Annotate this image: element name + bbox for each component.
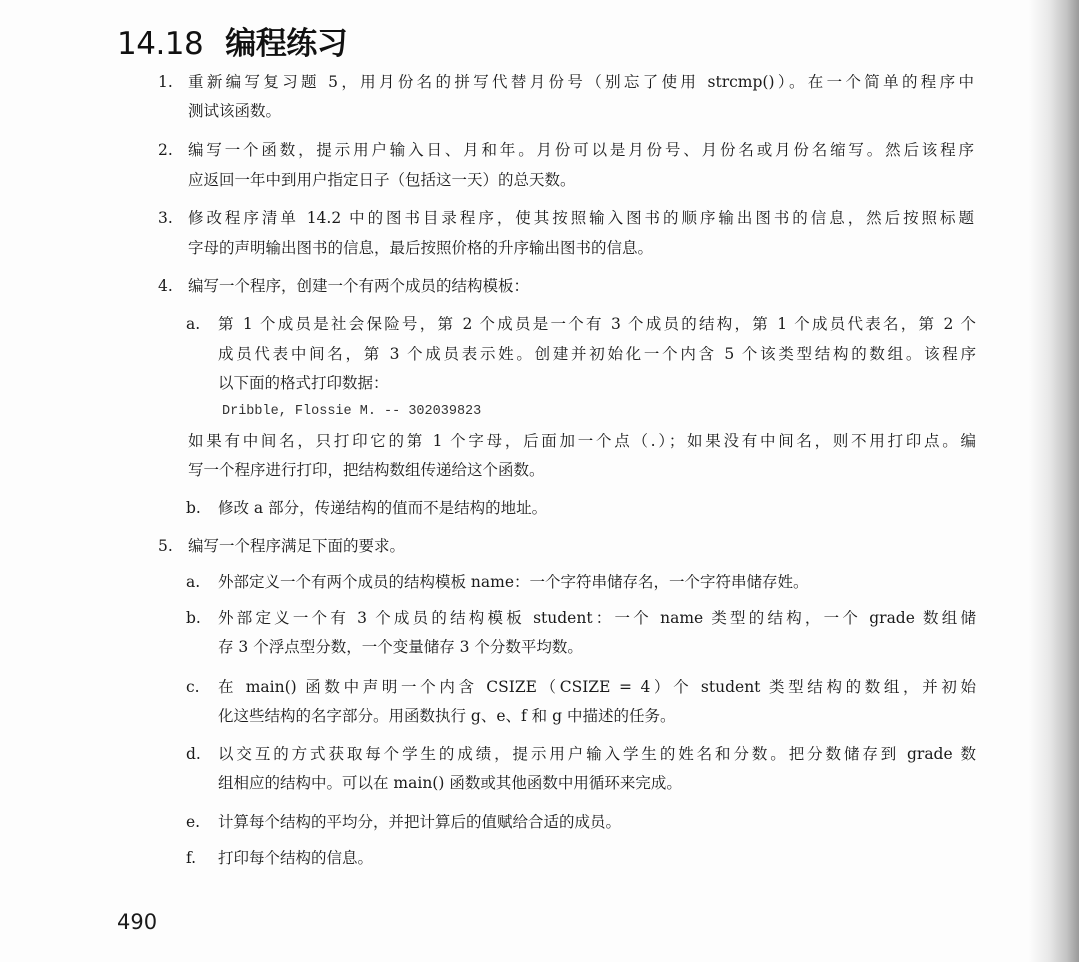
subitem-marker: a. [186, 573, 201, 591]
subitem-marker: e. [186, 813, 201, 831]
subitem-line: 以下面的格式打印数据： [218, 374, 389, 392]
item-line: 编写一个程序满足下面的要求。 [188, 537, 406, 555]
subitem-marker: f. [186, 849, 197, 867]
subitem-marker: a. [186, 315, 201, 333]
item-marker: 2. [158, 141, 173, 159]
subitem-line: 存 3 个浮点型分数，一个变量储存 3 个分数平均数。 [218, 638, 583, 656]
subitem-line: 写一个程序进行打印，把结构数组传递给这个函数。 [188, 461, 545, 479]
subitem-line: 外部定义一个有 3 个成员的结构模板 student：一个 name 类型的结构，一个 grade 数组储 [218, 609, 976, 627]
item-line: 编写一个函数，提示用户输入日、月和年。月份可以是月份号、月份名或月份名缩写。然后该程序 [188, 141, 974, 159]
subitem-line: 如果有中间名，只打印它的第 1 个字母，后面加一个点（.）；如果没有中间名，则不用打印点。编 [188, 432, 976, 450]
subitem-line: 在 main() 函数中声明一个内含 CSIZE（CSIZE = 4）个 student 类型结构的数组，并初始 [218, 678, 976, 696]
item-marker: 1. [158, 73, 173, 91]
subitem-line: 计算每个结构的平均分，并把计算后的值赋给合适的成员。 [218, 813, 622, 831]
item-line: 修改程序清单 14.2 中的图书目录程序，使其按照输入图书的顺序输出图书的信息，然后按照标题 [188, 209, 974, 227]
subitem-line: 打印每个结构的信息。 [218, 849, 374, 867]
item-line: 重新编写复习题 5，用月份名的拼写代替月份号（别忘了使用 strcmp()）。在一个简单的程序中 [188, 73, 974, 91]
item-line: 字母的声明输出图书的信息，最后按照价格的升序输出图书的信息。 [188, 239, 654, 257]
subitem-marker: b. [186, 499, 201, 517]
subitem-marker: c. [186, 678, 200, 696]
item-marker: 5. [158, 537, 173, 555]
item-marker: 3. [158, 209, 173, 227]
item-marker: 4. [158, 277, 173, 295]
item-line: 应返回一年中到用户指定日子（包括这一天）的总天数。 [188, 171, 576, 189]
subitem-line: 修改 a 部分，传递结构的值而不是结构的地址。 [218, 499, 548, 517]
subitem-line: 以交互的方式获取每个学生的成绩，提示用户输入学生的姓名和分数。把分数储存到 grade 数 [218, 745, 976, 763]
item-line: 编写一个程序，创建一个有两个成员的结构模板： [188, 277, 530, 295]
subitem-line: 化这些结构的名字部分。用函数执行 g、e、f 和 g 中描述的任务。 [218, 707, 676, 725]
subitem-line: 第 1 个成员是社会保险号，第 2 个成员是一个有 3 个成员的结构，第 1 个成员代表名，第 2 个 [218, 315, 976, 333]
section-heading [117, 18, 347, 63]
book-binding-shadow [1029, 0, 1079, 962]
page-number: 490 [117, 910, 158, 934]
subitem-line: 外部定义一个有两个成员的结构模板 name：一个字符串储存名，一个字符串储存姓。 [218, 573, 809, 591]
section-title: 编程练习 [225, 26, 348, 62]
subitem-marker: d. [186, 745, 201, 763]
item-line: 测试该函数。 [188, 102, 282, 120]
subitem-marker: b. [186, 609, 201, 627]
code-sample: Dribble, Flossie M. -- 302039823 [222, 404, 482, 419]
subitem-line: 组相应的结构中。可以在 main() 函数或其他函数中用循环来完成。 [218, 774, 682, 792]
subitem-line: 成员代表中间名，第 3 个成员表示姓。创建并初始化一个内含 5 个该类型结构的数组。该程序 [218, 345, 976, 363]
section-number: 14.18 [117, 26, 204, 62]
